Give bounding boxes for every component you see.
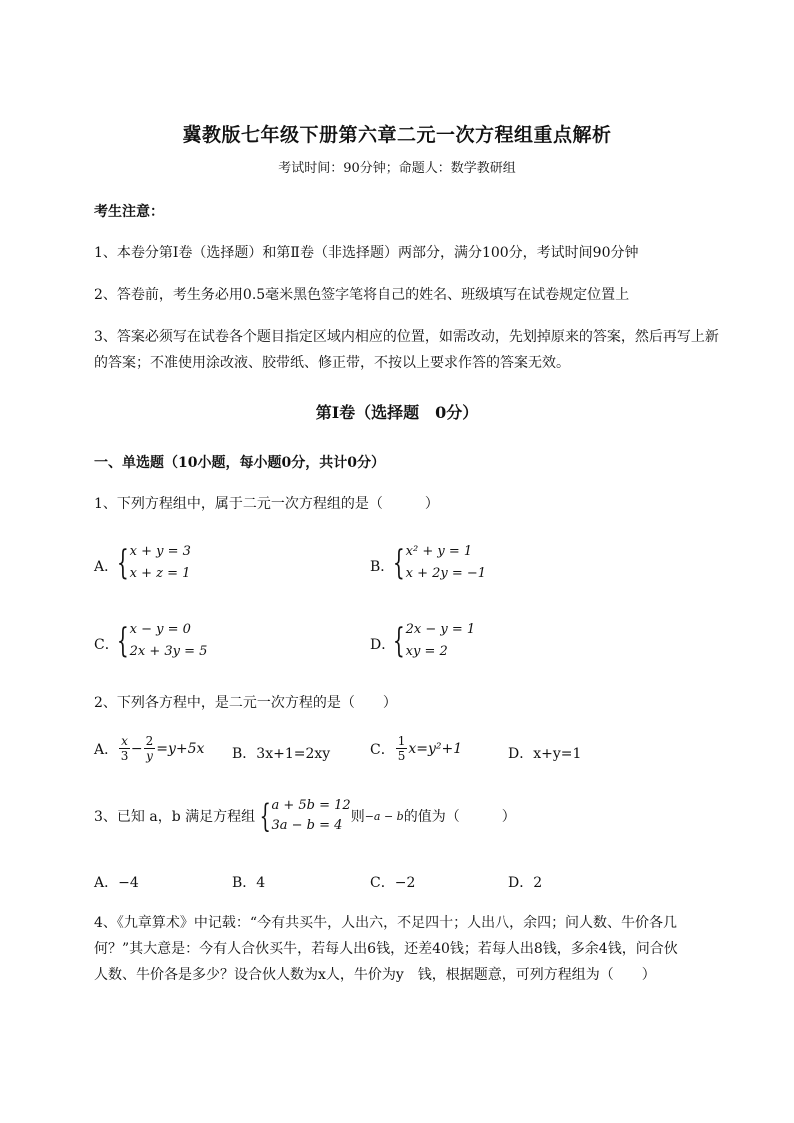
- equation: xy = 2: [405, 644, 448, 659]
- q1-option-c-label: C．: [94, 637, 119, 653]
- equation: x + 2y = −1: [405, 566, 487, 581]
- equation: x + y = 3: [129, 544, 191, 559]
- q1-option-b-system: [388, 541, 486, 585]
- question-2-stem: 2、下列各方程中，是二元一次方程的是（ ）: [94, 695, 397, 711]
- q3-option-c: C．−2: [370, 875, 416, 891]
- q3-option-a: A．−4: [94, 875, 139, 891]
- equation-rest: x=y²+1: [408, 740, 463, 757]
- question-1-stem: 1、下列方程组中，属于二元一次方程组的是（ ）: [94, 496, 439, 512]
- q1-option-b-label: B．: [370, 559, 395, 575]
- q1-option-a-system: [112, 541, 191, 585]
- q2-option-b: B．3x+1=2xy: [232, 746, 331, 762]
- section-title: 第I卷（选择题 0分）: [315, 403, 479, 422]
- brace-icon: {: [116, 543, 129, 583]
- note-1: 1、本卷分第I卷（选择题）和第Ⅱ卷（非选择题）两部分，满分100分，考试时间90分钟: [94, 245, 639, 261]
- page-title: 冀教版七年级下册第六章二元一次方程组重点解析: [182, 124, 612, 146]
- fraction: $\frac{1}{5}$: [397, 734, 406, 763]
- question-4-line-1: 4、《九章算术》中记载：“今有共买牛，人出六，不足四十；人出八，余四；问人数、牛价各几: [94, 915, 678, 931]
- question-4-line-3: 人数、牛价各是多少？设合伙人数为x人，牛价为y 钱，根据题意，可列方程组为（ ）: [94, 967, 656, 983]
- equation: 3a − b = 4: [271, 818, 343, 833]
- equation: a + 5b = 12: [271, 798, 351, 813]
- equation: 2x − y = 1: [405, 622, 476, 637]
- fraction: $\frac{x}{3}$: [120, 734, 129, 763]
- question-4-line-2: 何？”其大意是：今有人合伙买牛，若每人出6钱，还差40钱；若每人出8钱，多余4钱，问合伙: [94, 941, 678, 957]
- q2-option-a: [94, 734, 204, 763]
- brace-icon: {: [259, 797, 271, 835]
- stem-text: 则: [350, 809, 365, 825]
- q3-option-b: B．4: [232, 875, 266, 891]
- stem-text: 的值为（ ）: [403, 809, 516, 825]
- fraction: $\frac{2}{y}$: [145, 734, 154, 763]
- stem-text: 3、已知 a，b 满足方程组: [94, 809, 256, 825]
- option-label: C．: [370, 741, 395, 758]
- q3-option-d: D．2: [508, 875, 543, 891]
- notes-heading: 考生注意：: [94, 204, 164, 220]
- equation: 2x + 3y = 5: [129, 644, 208, 659]
- q2-option-d: D．x+y=1: [508, 746, 582, 762]
- note-3-cont: 的答案；不准使用涂改液、胶带纸、修正带，不按以上要求作答的答案无效。: [94, 355, 570, 371]
- equation: x − y = 0: [129, 622, 191, 637]
- option-label: A．: [94, 741, 119, 758]
- exam-info: 考试时间：90分钟；命题人：数学教研组: [278, 161, 516, 176]
- q1-option-d-label: D．: [370, 637, 396, 653]
- part-heading: 一、单选题（10小题，每小题0分，共计0分）: [94, 455, 385, 471]
- equation: x² + y = 1: [405, 544, 473, 559]
- expression: −a − b: [364, 809, 404, 823]
- brace-icon: {: [392, 543, 405, 583]
- q1-option-d-system: [388, 619, 475, 663]
- brace-icon: {: [392, 621, 405, 661]
- q2-option-c: [370, 734, 462, 763]
- brace-icon: {: [116, 621, 129, 661]
- note-3: 3、答案必须写在试卷各个题目指定区域内相应的位置，如需改动，先划掉原来的答案，然后再写上新: [94, 329, 719, 345]
- question-3-stem: [94, 796, 516, 836]
- q1-option-c-system: [112, 619, 207, 663]
- q1-option-a-label: A．: [94, 559, 119, 575]
- q3-system: [255, 796, 351, 836]
- note-2: 2、答卷前，考生务必用0.5毫米黑色签字笔将自己的姓名、班级填写在试卷规定位置上: [94, 287, 630, 303]
- equation-rest: =y+5x: [156, 740, 205, 757]
- minus-sign: −: [130, 740, 143, 757]
- equation: x + z = 1: [129, 566, 191, 581]
